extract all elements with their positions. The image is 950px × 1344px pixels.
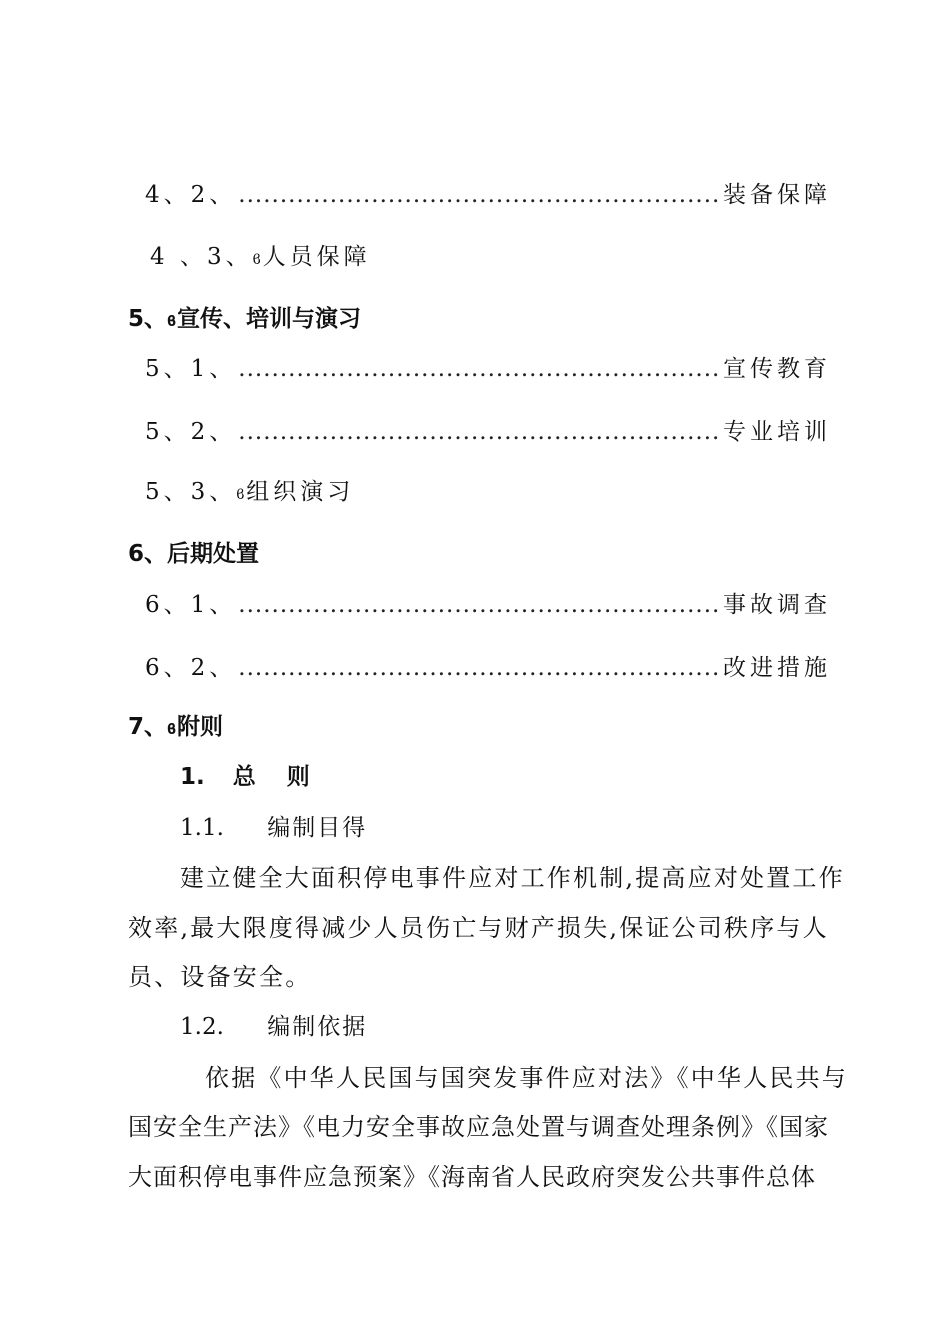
toc-number: 4 、3、 <box>150 244 253 270</box>
toc-title: 改进措施 <box>723 655 831 681</box>
paragraph-line: 员、设备安全。 <box>128 963 312 991</box>
bookmark-marker: ϐ <box>167 722 177 738</box>
chapter-heading <box>180 762 314 792</box>
toc-number: 5、3、 <box>145 479 237 505</box>
section-number: 1.1. <box>180 815 224 841</box>
section-heading-1-1 <box>180 813 367 843</box>
toc-entry-4-3[interactable] <box>150 242 371 275</box>
section-title: 编制依据 <box>267 1014 368 1040</box>
toc-title: 人员保障 <box>262 244 371 270</box>
paragraph-line: 建立健全大面积停电事件应对工作机制,提高应对处置工作 <box>180 864 845 892</box>
paragraph-line: 大面积停电事件应急预案》《海南省人民政府突发公共事件总体 <box>128 1163 816 1191</box>
toc-entry-5-3[interactable] <box>145 477 354 510</box>
bookmark-marker: ϐ <box>167 314 177 330</box>
toc-title: 装备保障 <box>723 182 831 208</box>
paragraph-line: 国安全生产法》《电力安全事故应急处置与调查处理条例》《国家 <box>128 1113 829 1141</box>
toc-title: 后期处置 <box>167 541 260 567</box>
chapter-number: 1. <box>180 764 205 790</box>
toc-number: 6、1、 <box>145 592 237 618</box>
bookmark-marker: ϐ <box>252 252 261 268</box>
toc-title: 组织演习 <box>246 479 355 505</box>
toc-title: 宣传教育 <box>723 356 831 382</box>
toc-number: 7、 <box>128 714 168 740</box>
toc-heading-5[interactable] <box>128 304 361 337</box>
toc-entry-6-1[interactable] <box>145 590 831 620</box>
toc-number: 5、 <box>128 306 168 332</box>
bookmark-marker: ϐ <box>236 487 245 503</box>
toc-leader <box>238 590 721 620</box>
toc-leader <box>238 180 721 210</box>
toc-entry-6-2[interactable] <box>145 653 831 683</box>
toc-title: 专业培训 <box>723 419 831 445</box>
toc-entry-5-2[interactable] <box>145 417 831 447</box>
section-heading-1-2 <box>180 1012 367 1042</box>
toc-leader <box>238 417 721 447</box>
paragraph-line: 效率,最大限度得减少人员伤亡与财产损失,保证公司秩序与人 <box>128 914 829 942</box>
toc-title: 宣传、培训与演习 <box>177 306 362 332</box>
toc-number: 5、1、 <box>145 356 237 382</box>
paragraph-line: 依据《中华人民国与国突发事件应对法》《中华人民共与 <box>205 1064 848 1092</box>
toc-title: 事故调查 <box>723 592 831 618</box>
toc-number: 5、2、 <box>145 419 237 445</box>
section-title: 编制目得 <box>267 815 368 841</box>
toc-number: 6、 <box>128 541 168 567</box>
chapter-title: 总 则 <box>232 764 314 790</box>
toc-title: 附则 <box>177 714 224 740</box>
toc-entry-4-2[interactable] <box>145 180 831 210</box>
section-number: 1.2. <box>180 1014 224 1040</box>
toc-heading-6[interactable] <box>128 539 259 569</box>
toc-heading-7[interactable] <box>128 712 223 745</box>
toc-number: 6、2、 <box>145 655 237 681</box>
toc-leader <box>238 354 721 384</box>
toc-number: 4、2、 <box>145 182 237 208</box>
toc-entry-5-1[interactable] <box>145 354 831 384</box>
toc-leader <box>238 653 721 683</box>
